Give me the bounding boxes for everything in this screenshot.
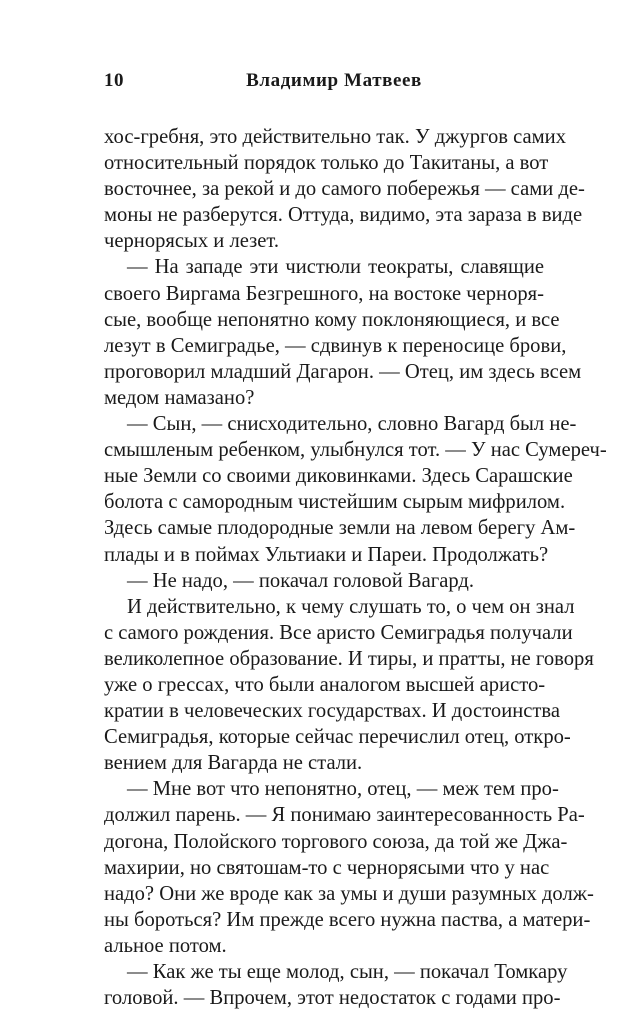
text-line: уже о грессах, что были аналогом высшей аристо- (104, 673, 546, 696)
text-line: — Сын, — снисходительно, словно Вагард был не- (127, 413, 577, 436)
text-line: — Не надо, — покачал головой Вагард. (127, 569, 475, 592)
text-line: должил парень. — Я понимаю заинтересованность Ра- (104, 804, 585, 827)
text-line: своего Виргама Безгрешного, на востоке черноря- (104, 282, 544, 305)
text-line: — Мне вот что непонятно, отец, — меж тем про- (127, 778, 559, 801)
page-number: 10 (104, 70, 124, 91)
text-line: надо? Они же вроде как за умы и души разумных долж- (104, 882, 594, 905)
text-line: догона, Полойского торгового союза, да той же Джа- (104, 830, 568, 853)
text-line: Семиградья, которые сейчас перечислил отец, откро- (104, 726, 571, 749)
text-line: моны не разберутся. Оттуда, видимо, эта зараза в виде (104, 204, 583, 227)
body-text (104, 124, 607, 1011)
text-line: восточнее, за рекой и до самого побережья — сами де- (104, 178, 585, 201)
text-line: с самого рождения. Все аристо Семиградья получали (104, 621, 573, 644)
text-line: головой. — Впрочем, этот недостаток с годами про- (104, 987, 561, 1010)
text-line: — На западе эти чистюли теократы, славящие (127, 256, 544, 279)
text-line: относительный порядок только до Такитаны, а вот (104, 152, 549, 175)
text-line: вением для Вагарда не стали. (104, 752, 363, 775)
text-line: медом намазано? (104, 386, 255, 409)
text-line: проговорил младший Дагарон. — Отец, им здесь всем (104, 360, 582, 383)
text-line: ные Земли со своими диковинками. Здесь Сарашские (104, 465, 573, 488)
text-line: — Как же ты еще молод, сын, — покачал Томкару (127, 961, 568, 983)
text-line: альное потом. (104, 934, 227, 957)
text-line: чернорясых и лезет. (104, 230, 280, 253)
text-line: смышленым ребенком, улыбнулся тот. — У нас Сумереч- (104, 439, 607, 462)
text-line: И действительно, к чему слушать то, о чем он знал (127, 595, 575, 618)
text-line: ны бороться? Им прежде всего нужна паства, а матери- (104, 908, 591, 931)
text-line: плады и в поймах Ультиаки и Пареи. Продолжать? (104, 543, 549, 566)
text-line: кратии в человеческих государствах. И достоинства (104, 700, 560, 723)
text-line: Здесь самые плодородные земли на левом берегу Ам- (104, 517, 576, 540)
text-line: лезут в Семиградье, — сдвинув к переносице брови, (104, 334, 567, 357)
page-header (94, 70, 546, 100)
running-head-author: Владимир Матвеев (246, 70, 422, 91)
text-line: хос-гребня, это действительно так. У джургов самих (104, 126, 566, 148)
text-line: махирии, но святошам-то с чернорясыми что у нас (104, 856, 550, 879)
text-line: великолепное образование. И тиры, и пратты, не говоря (104, 647, 594, 670)
text-line: сые, вообще непонятно кому поклоняющиеся, и все (104, 308, 560, 331)
text-line: болота с самородным чистейшим сырым мифрилом. (104, 491, 566, 514)
